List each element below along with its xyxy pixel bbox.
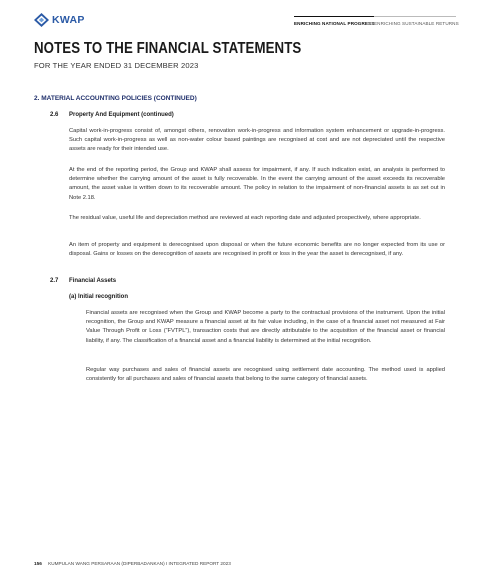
paragraph-2-6-2: At the end of the reporting period, the Group and KWAP shall assess for impairment, if any. If such indication exist, an analysis is performed to determine whether the carrying amount of the asset is fully recoverable. In the event the carrying amount of the asset exceeds its recoverable amount, the asset value is written down to its recoverable amount. The policy in relation to the impairment of non-financial assets is as set out in Note 2.18.	[69, 167, 445, 201]
header-nav	[294, 16, 459, 26]
footer-text: KUMPULAN WANG PERSARAAN (DIPERBADANKAN) I INTEGRATED REPORT 2023	[48, 561, 231, 566]
section-number-2-6: 2.6	[50, 112, 59, 118]
page-subtitle: FOR THE YEAR ENDED 31 DECEMBER 2023	[34, 61, 199, 70]
kwap-logo-icon	[34, 13, 49, 27]
section-number-2-7: 2.7	[50, 278, 59, 284]
section-title-2-6: Property And Equipment (continued)	[69, 112, 174, 118]
page-footer	[34, 561, 231, 566]
page-title: NOTES TO THE FINANCIAL STATEMENTS	[34, 40, 302, 57]
nav-enriching-sustainable-returns[interactable]: ENRICHING SUSTAINABLE RETURNS	[374, 16, 456, 26]
paragraph-2-7-2: Regular way purchases and sales of financial assets are recognised using settlement date accounting. The method used is applied consistently for all purchases and sales of financial assets that belong to the same category of financial assets.	[86, 367, 445, 383]
section-heading: 2. MATERIAL ACCOUNTING POLICIES (CONTINUED)	[34, 95, 197, 102]
subsection-initial-recognition: (a) Initial recognition	[69, 294, 129, 300]
section-title-2-7: Financial Assets	[69, 278, 117, 284]
logo-text: KWAP	[52, 14, 85, 26]
kwap-logo	[34, 13, 85, 27]
paragraph-2-6-4: An item of property and equipment is derecognised upon disposal or when the future economic benefits are no longer expected from its use or disposal. Gains or losses on the derecognition of assets are recognised in profit or loss in the year the asset is derecognised, if any.	[69, 242, 445, 258]
nav-enriching-national-progress[interactable]: ENRICHING NATIONAL PROGRESS	[294, 16, 374, 26]
paragraph-2-7-1: Financial assets are recognised when the Group and KWAP become a party to the contractual provisions of the instrument. Upon the initial recognition, the Group and KWAP measure a financial asset at its fair value including, in the case of a financial asset not measured at Fair Value Through Profit or Loss (“FVTPL”), transaction costs that are directly attributable to the acquisition of the financial asset or financial liability, if any. The classification of a financial asset and a financial liability is determined at the initial recognition.	[86, 310, 445, 344]
paragraph-2-6-3: The residual value, useful life and depreciation method are reviewed at each reporting date and adjusted prospectively, where appropriate.	[69, 215, 421, 221]
paragraph-2-6-1: Capital work-in-progress consist of, amongst others, renovation work-in-progress and information system enhancement or upgrade-in-progress. Such capital work-in-progress as well as non-water colour based paintings are recognised at cost and are not depreciated until the respective assets are ready for their intended use.	[69, 128, 445, 153]
page-number: 156	[34, 561, 42, 566]
